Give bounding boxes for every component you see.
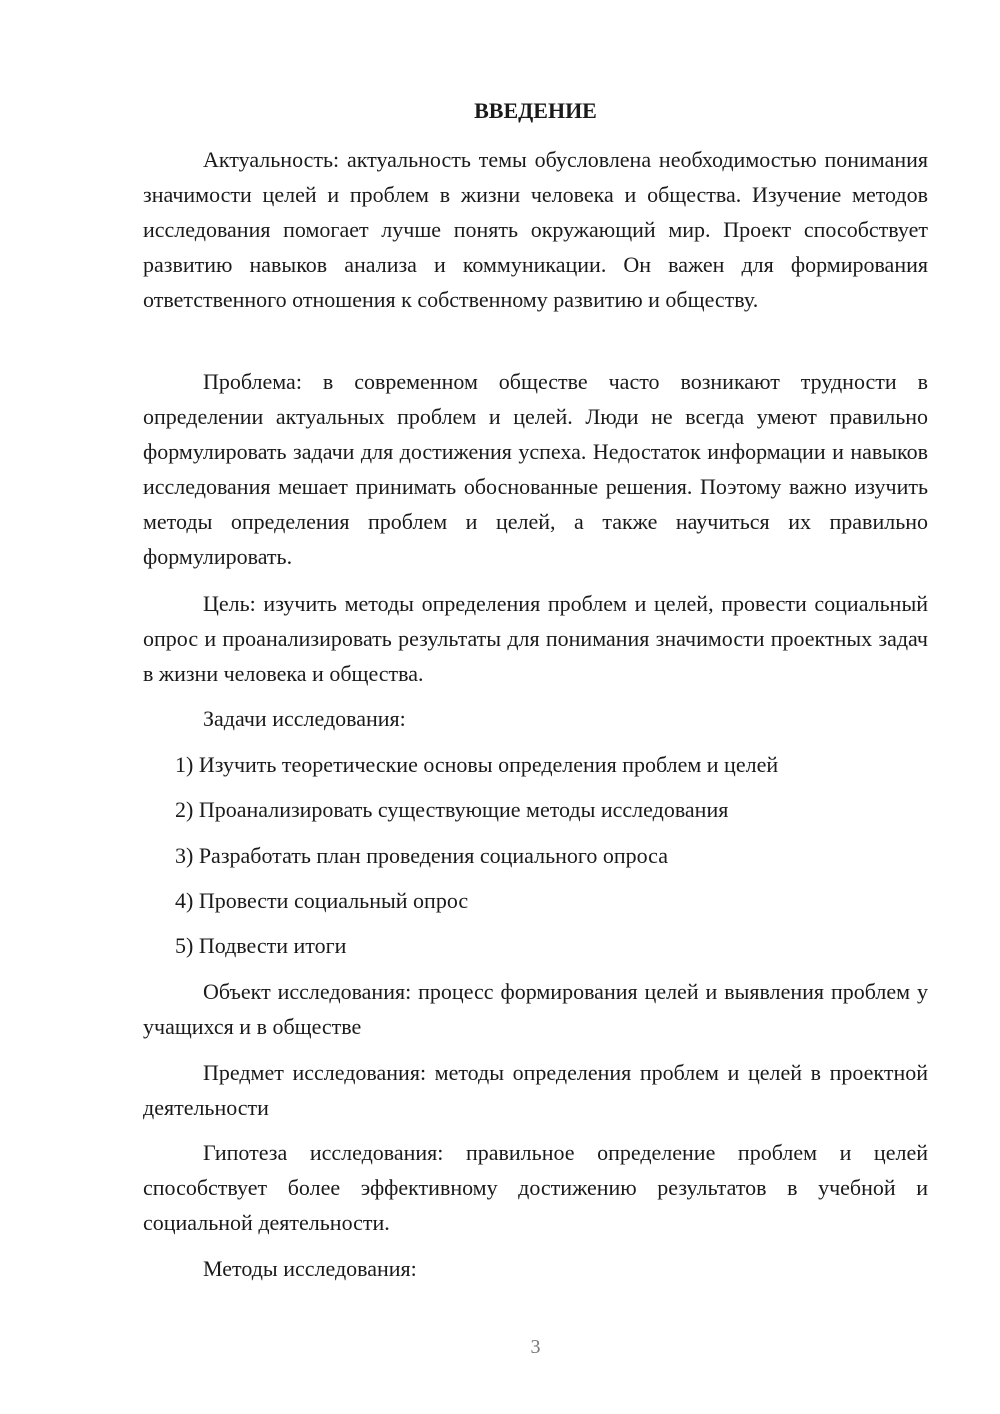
task-item-1: 1) Изучить теоретические основы определения проблем и целей (175, 752, 779, 777)
methods-heading: Методы исследования: (203, 1256, 417, 1281)
page-number: 3 (530, 1336, 541, 1358)
paragraph-hypothesis: Гипотеза исследования: правильное определение проблем и целей способствует более эффективному достижению результатов в учебной и социальной деятельности. (143, 1140, 928, 1235)
task-item-2: 2) Проанализировать существующие методы исследования (175, 797, 729, 822)
task-item-4: 4) Провести социальный опрос (175, 888, 469, 913)
page-title: ВВЕДЕНИЕ (474, 98, 597, 123)
paragraph-relevance: Актуальность: актуальность темы обусловлена необходимостью понимания значимости целей и проблем в жизни человека и общества. Изучение методов исследования помогает лучше понять окружающий мир. Проект способствует развитию навыков анализа и коммуникации. Он важен для формирования ответственного отношения к собственному развитию и обществу. (143, 147, 928, 312)
task-item-5: 5) Подвести итоги (175, 933, 347, 958)
task-item-3: 3) Разработать план проведения социального опроса (175, 843, 668, 868)
paragraph-subject: Предмет исследования: методы определения проблем и целей в проектной деятельности (143, 1060, 928, 1120)
tasks-heading: Задачи исследования: (203, 706, 406, 731)
document-page (143, 0, 928, 1414)
paragraph-goal: Цель: изучить методы определения проблем и целей, провести социальный опрос и проанализировать результаты для понимания значимости проектных задач в жизни человека и общества. (143, 591, 928, 686)
paragraph-object: Объект исследования: процесс формирования целей и выявления проблем у учащихся и в обществе (143, 979, 928, 1039)
paragraph-problem: Проблема: в современном обществе часто возникают трудности в определении актуальных проблем и целей. Люди не всегда умеют правильно формулировать задачи для достижения успеха. Недостаток информации и навыков исследования мешает принимать обоснованные решения. Поэтому важно изучить методы определения проблем и целей, а также научиться их правильно формулировать. (143, 369, 928, 569)
